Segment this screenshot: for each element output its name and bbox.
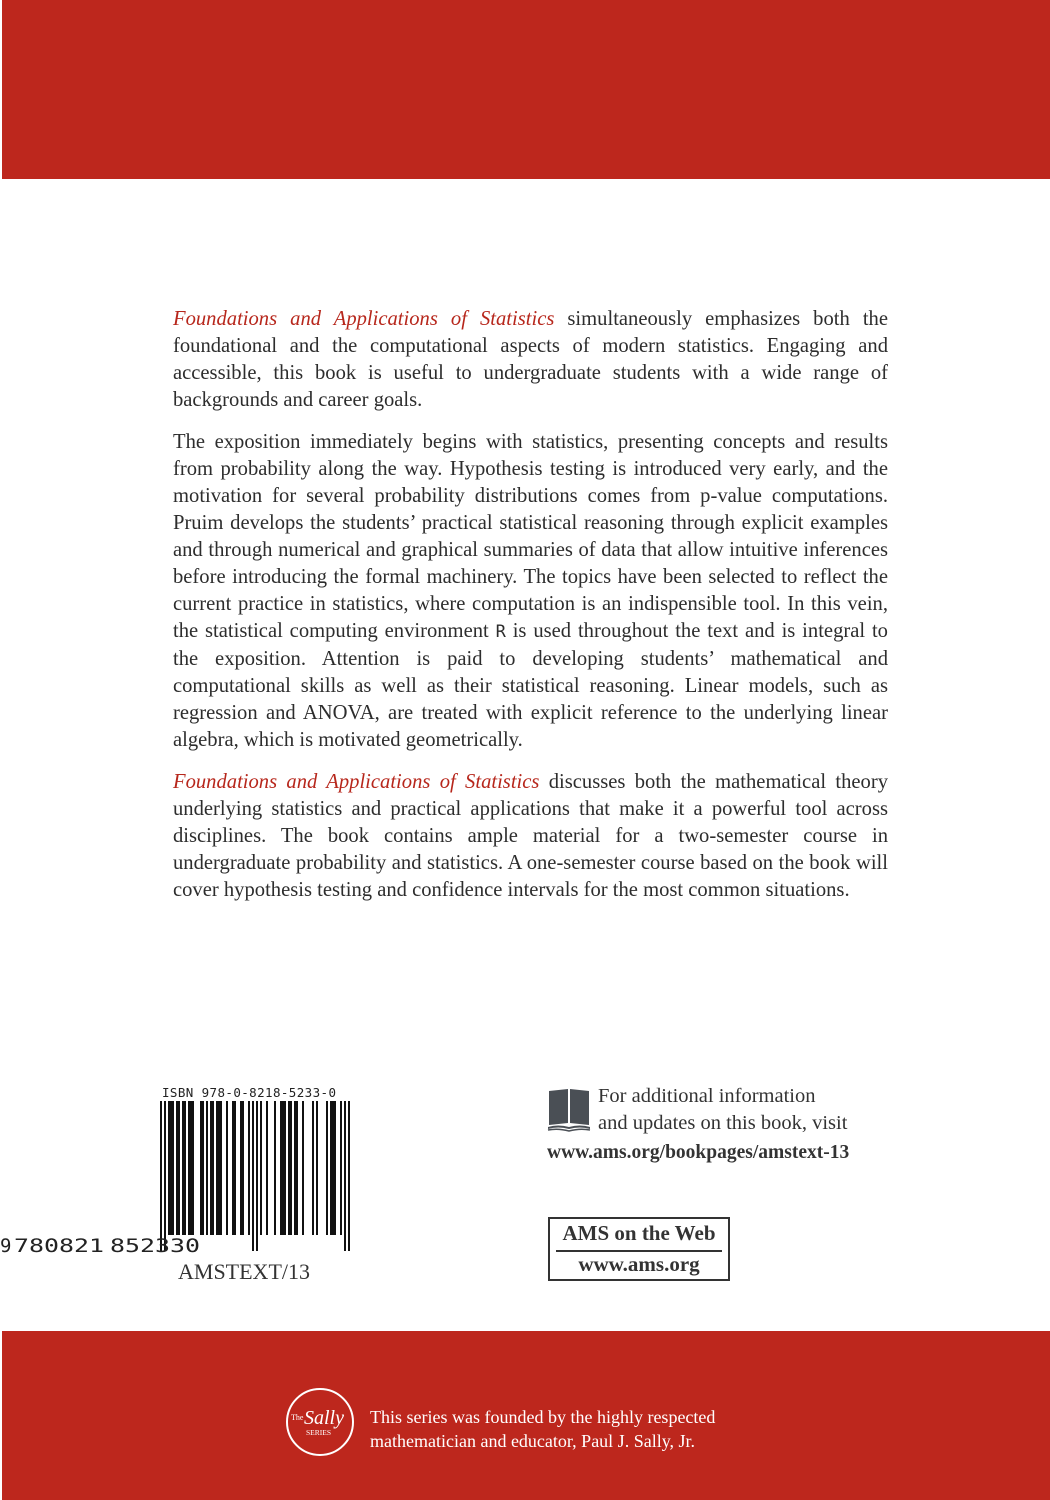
barcode-bar [200,1101,204,1235]
barcode-bar [226,1101,228,1235]
barcode-bar [340,1101,342,1235]
blurb-paragraph-1 [173,306,888,414]
book-title-ref: Foundations and Applications of Statistics [173,308,555,330]
barcode-bar [302,1101,304,1235]
info-line-1: For additional information [598,1085,816,1107]
barcode-bar [188,1101,194,1235]
back-cover-blurb [173,306,888,919]
barcode-bar [248,1101,250,1235]
barcode-bar [288,1101,292,1235]
isbn-label: ISBN 978-0-8218-5233-0 [162,1085,337,1100]
barcode-bar [256,1101,258,1251]
blurb-p3-text: discusses both the mathematical theory underlying statistics and practical applications that make it a powerful tool across disciplines. The book contains ample material for a two-semester course in undergraduate probability and statistics. A one-semester course based on the book will cover hypothesis testing and confidence intervals for the most common situations. [173,771,888,901]
top-red-band [2,0,1050,179]
r-software-name: R [495,622,506,642]
barcode-bar [274,1101,276,1235]
sally-logo-the: The [291,1413,304,1422]
sally-series-logo [284,1386,356,1458]
barcode-bar [260,1101,262,1235]
blurb-paragraph-2 [173,429,888,754]
blurb-paragraph-3 [173,769,888,904]
barcode-bar [348,1101,350,1251]
barcode-bar [206,1101,208,1235]
barcode-bar [312,1101,314,1235]
barcode-digits [0,1233,210,1257]
barcode-right-digits: 852330 [110,1235,200,1257]
barcode-bar [168,1101,174,1235]
barcode-bar [316,1101,318,1235]
barcode-left-digits: 780821 [14,1235,104,1257]
barcode-bars [150,1101,360,1251]
barcode-bar [164,1101,166,1251]
barcode-bar [326,1101,328,1235]
blurb-p2-text-a: The exposition immediately begins with statistics, presenting concepts and results from probability along the way. Hypothesis testing is introduced very early, and the motivation for several probability distributions comes from p-value computations. Pruim develops the students’ practical statistical reasoning through explicit examples and through numerical and graphical summaries of data that allow intuitive inferences before introducing the formal machinery. The topics have been selected to reflect the current practice in statistics, where computation is an indispensible tool. In this vein, the statistical computing environment [173,431,888,642]
barcode-bar [330,1101,336,1235]
sally-logo-name: Sally [304,1407,344,1429]
barcode-bar [252,1101,254,1251]
barcode-bar [182,1101,186,1235]
blurb-p1-text: simultaneously emphasizes both the foundational and the computational aspects of modern statistics. Engaging and accessible, this book is useful to undergraduate students with a wide range of backgrounds and career goals. [173,308,888,411]
series-note-line-1: This series was founded by the highly respected [370,1407,716,1427]
info-line-2: and updates on this book, visit [598,1112,848,1134]
ams-web-title: AMS on the Web [562,1221,716,1245]
barcode-bar [294,1101,298,1235]
barcode-bar [210,1101,214,1235]
series-note-line-2: mathematician and educator, Paul J. Sally, Jr. [370,1431,696,1451]
barcode-bar [266,1101,268,1235]
barcode-bar [160,1101,162,1251]
book-title-ref-2: Foundations and Applications of Statistics [173,771,540,793]
barcode-bar [216,1101,222,1235]
barcode-bar [232,1101,236,1235]
sally-logo-series: SERIES [306,1428,332,1437]
blurb-p2-text-b: is used throughout the text and is integral to the exposition. Attention is paid to developing students’ mathematical and computational skills as well as their statistical reasoning. Linear models, such as regression and ANOVA, are treated with explicit reference to the underlying linear algebra, which is motivated geometrically. [173,620,888,751]
series-code: AMSTEXT/13 [178,1259,310,1284]
barcode-lead-digit: 9 [0,1235,12,1257]
barcode-bar [280,1101,286,1235]
open-book-icon [547,1087,591,1133]
barcode-bar [240,1101,244,1235]
bookpage-url-link[interactable]: www.ams.org/bookpages/amstext-13 [547,1142,850,1163]
ams-on-the-web-box[interactable] [548,1217,730,1281]
barcode-bar [176,1101,180,1235]
barcode-bar [344,1101,346,1251]
series-founder-note [370,1405,715,1453]
ams-web-url[interactable]: www.ams.org [578,1252,700,1276]
